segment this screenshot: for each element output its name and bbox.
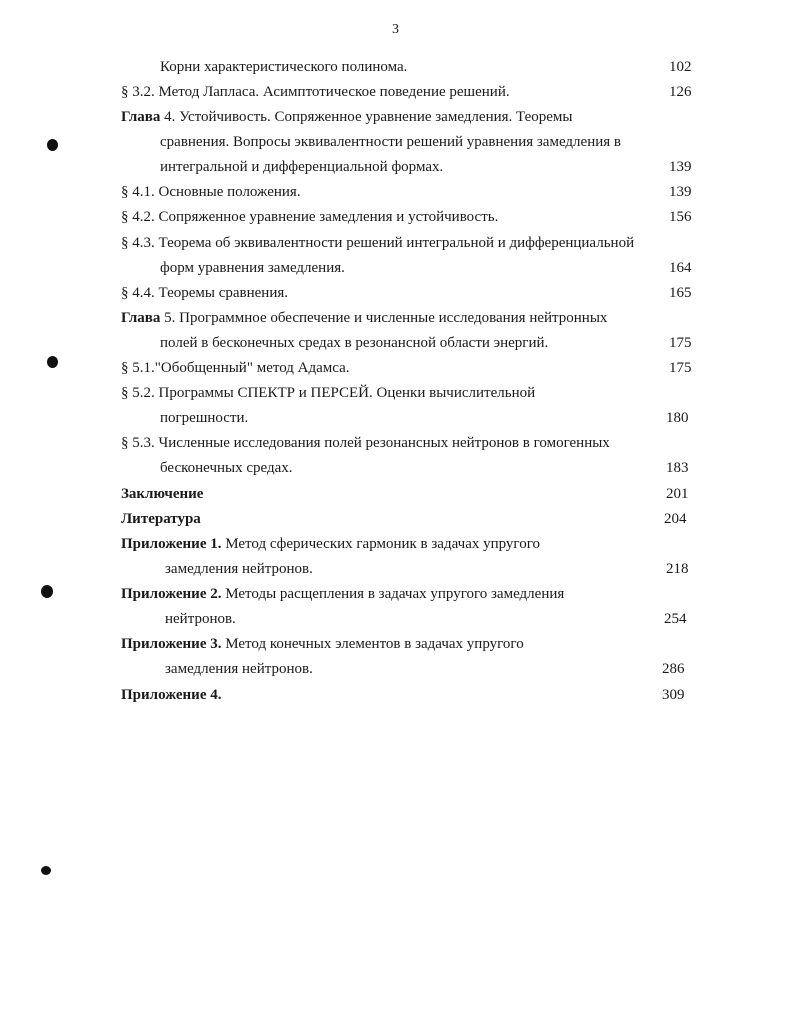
- toc-page-number: 156: [669, 209, 692, 225]
- toc-line: полей в бесконечных средах в резонансной области энергий.: [160, 335, 549, 351]
- toc-page-number: 175: [669, 360, 692, 376]
- toc-line: Литература: [121, 511, 201, 527]
- toc-line: нейтронов.: [165, 611, 236, 627]
- toc-line: бесконечных средах.: [160, 460, 293, 476]
- toc-page-number: 218: [666, 561, 689, 577]
- toc-line: замедления нейтронов.: [165, 561, 313, 577]
- toc-line: Приложение 4.: [121, 687, 222, 703]
- toc-page-number: 165: [669, 285, 692, 301]
- toc-line: форм уравнения замедления.: [160, 260, 345, 276]
- toc-line: Заключение: [121, 486, 204, 502]
- scan-blot: [41, 866, 51, 875]
- toc-line: § 5.1."Обобщенный" метод Адамса.: [121, 360, 350, 376]
- toc-page-number: 126: [669, 84, 692, 100]
- scan-blot: [41, 585, 53, 598]
- toc-page-number: 204: [664, 511, 687, 527]
- toc-line: § 4.2. Сопряженное уравнение замедления и устойчивость.: [121, 209, 499, 225]
- toc-page-number: 164: [669, 260, 692, 276]
- toc-line: Глава 5. Программное обеспечение и численные исследования нейтронных: [121, 310, 608, 326]
- scan-blot: [47, 356, 58, 368]
- toc-line: сравнения. Вопросы эквивалентности решений уравнения замедления в: [160, 134, 621, 150]
- page-number: 3: [392, 22, 399, 37]
- toc-line: § 4.4. Теоремы сравнения.: [121, 285, 289, 301]
- toc-line: § 5.3. Численные исследования полей резонансных нейтронов в гомогенных: [121, 435, 610, 451]
- toc-page-number: 201: [666, 486, 689, 502]
- toc-line: интегральной и дифференциальной формах.: [160, 159, 444, 175]
- toc-line: Глава 4. Устойчивость. Сопряженное уравнение замедления. Теоремы: [121, 109, 573, 125]
- toc-page-number: 139: [669, 184, 692, 200]
- toc-page-number: 139: [669, 159, 692, 175]
- toc-line: Приложение 3. Метод конечных элементов в задачах упругого: [121, 636, 524, 652]
- toc-page-number: 180: [666, 410, 689, 426]
- toc-line: § 4.1. Основные положения.: [121, 184, 301, 200]
- toc-page-number: 254: [664, 611, 687, 627]
- toc-line: § 3.2. Метод Лапласа. Асимптотическое поведение решений.: [121, 84, 510, 100]
- toc-line: § 4.3. Теорема об эквивалентности решений интегральной и дифференциальной: [121, 235, 635, 251]
- toc-line: § 5.2. Программы СПЕКТР и ПЕРСЕЙ. Оценки вычислительной: [121, 385, 536, 401]
- toc-page-number: 102: [669, 59, 692, 75]
- toc-page-number: 175: [669, 335, 692, 351]
- toc-line: Приложение 2. Методы расщепления в задачах упругого замедления: [121, 586, 565, 602]
- toc-line: Приложение 1. Метод сферических гармоник в задачах упругого: [121, 536, 540, 552]
- scan-blot: [47, 139, 58, 151]
- toc-line: Корни характеристического полинома.: [160, 59, 408, 75]
- toc-page-number: 309: [662, 687, 685, 703]
- toc-line: погрешности.: [160, 410, 249, 426]
- toc-page-number: 183: [666, 460, 689, 476]
- toc-page-number: 286: [662, 661, 685, 677]
- toc-line: замедления нейтронов.: [165, 661, 313, 677]
